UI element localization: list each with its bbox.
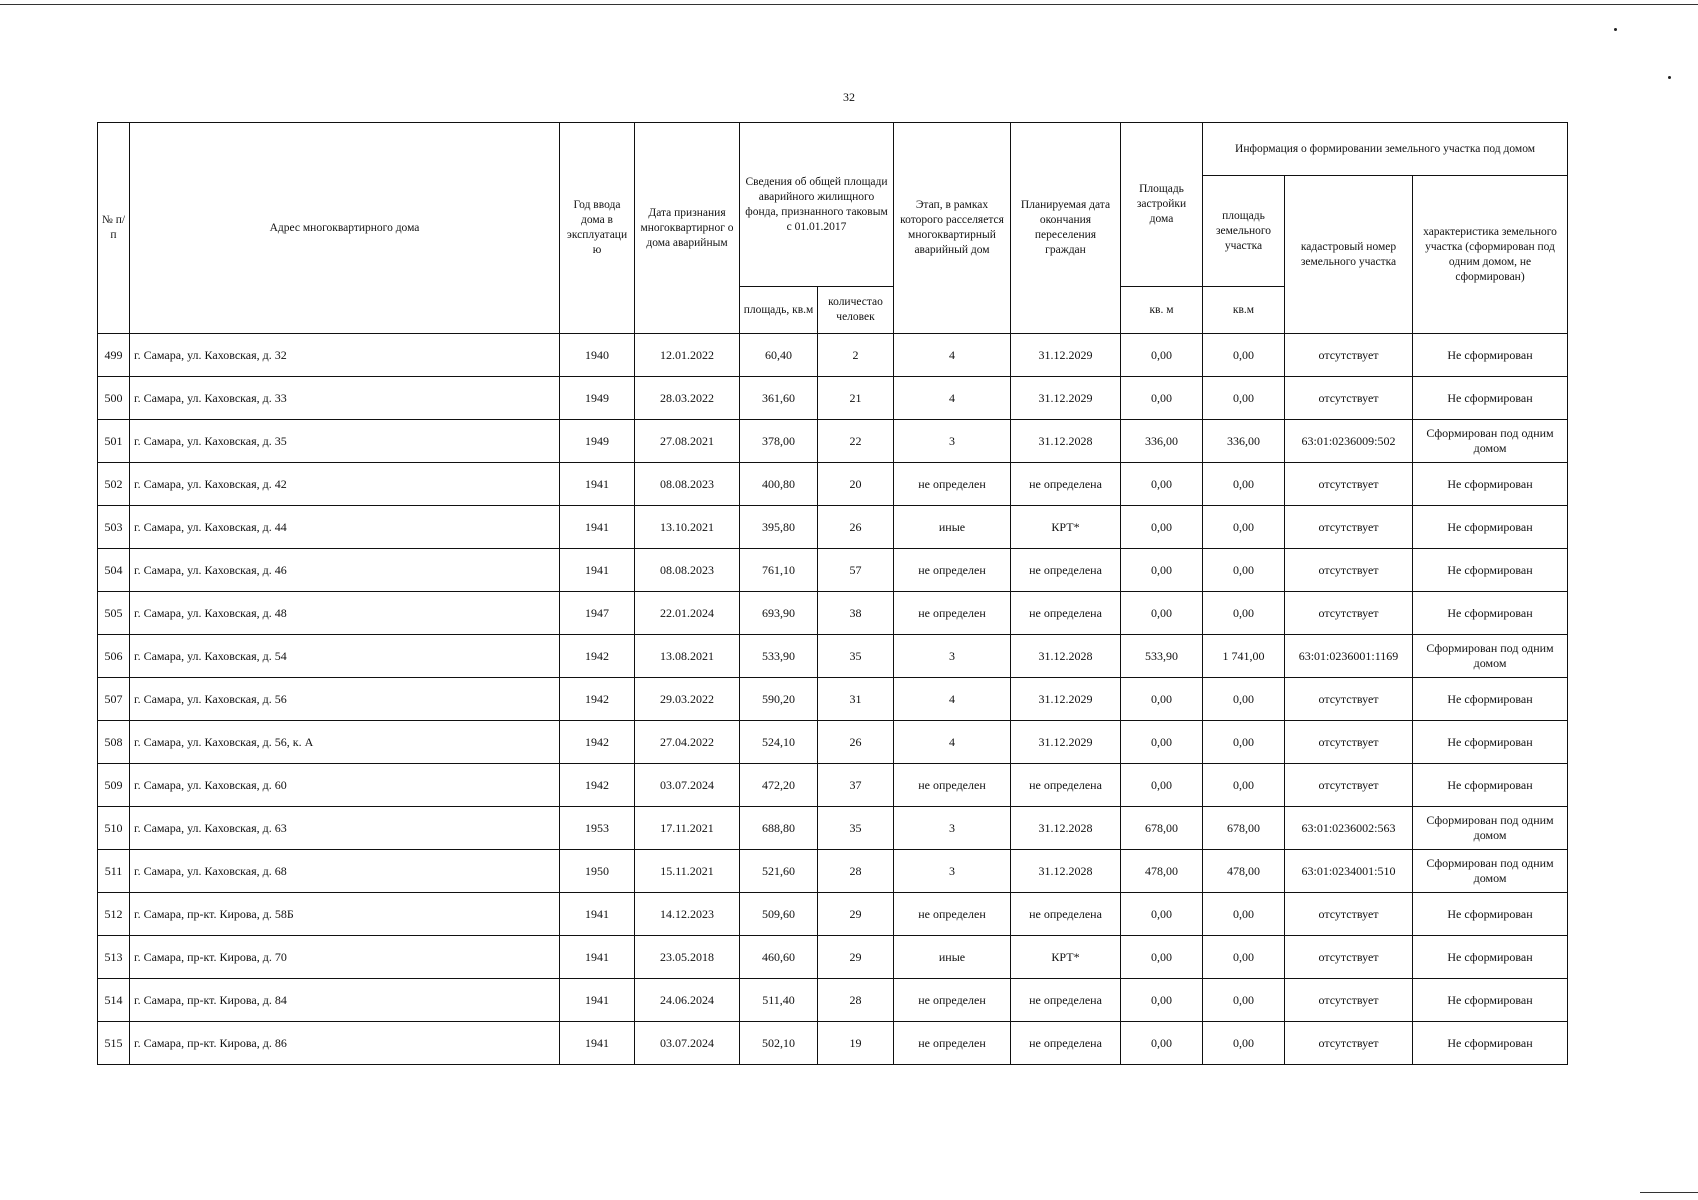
cell-address: г. Самара, ул. Каховская, д. 56, к. А xyxy=(130,721,560,764)
cell-land-characteristic: Сформирован под одним домом xyxy=(1413,807,1568,850)
cell-cadastral-number: 63:01:0236002:563 xyxy=(1285,807,1413,850)
cell-land-area: 0,00 xyxy=(1203,592,1285,635)
cell-planned-date: не определена xyxy=(1011,979,1121,1022)
cell-recognition-date: 13.10.2021 xyxy=(635,506,740,549)
cell-year: 1941 xyxy=(560,979,635,1022)
cell-area-sqm: 472,20 xyxy=(740,764,818,807)
cell-people-count: 26 xyxy=(818,721,894,764)
cell-built-area: 478,00 xyxy=(1121,850,1203,893)
cell-row-number: 501 xyxy=(98,420,130,463)
cell-land-characteristic: Не сформирован xyxy=(1413,764,1568,807)
cell-recognition-date: 24.06.2024 xyxy=(635,979,740,1022)
cell-built-area: 0,00 xyxy=(1121,334,1203,377)
cell-year: 1941 xyxy=(560,936,635,979)
cell-address: г. Самара, ул. Каховская, д. 60 xyxy=(130,764,560,807)
cell-area-sqm: 378,00 xyxy=(740,420,818,463)
cell-cadastral-number: отсутствует xyxy=(1285,377,1413,420)
cell-cadastral-number: отсутствует xyxy=(1285,936,1413,979)
header-land-area: площадь земельного участка xyxy=(1203,176,1285,287)
cell-built-area: 533,90 xyxy=(1121,635,1203,678)
cell-built-area: 0,00 xyxy=(1121,1022,1203,1065)
table-row xyxy=(98,850,1568,893)
header-built-area: Площадь застройки дома xyxy=(1121,123,1203,287)
cell-address: г. Самара, пр-кт. Кирова, д. 70 xyxy=(130,936,560,979)
cell-land-characteristic: Не сформирован xyxy=(1413,592,1568,635)
cell-row-number: 510 xyxy=(98,807,130,850)
cell-planned-date: КРТ* xyxy=(1011,936,1121,979)
cell-land-area: 0,00 xyxy=(1203,979,1285,1022)
cell-area-sqm: 688,80 xyxy=(740,807,818,850)
header-unit-land: кв.м xyxy=(1203,287,1285,334)
cell-built-area: 0,00 xyxy=(1121,592,1203,635)
table-row xyxy=(98,979,1568,1022)
cell-cadastral-number: отсутствует xyxy=(1285,764,1413,807)
table-row xyxy=(98,893,1568,936)
cell-planned-date: 31.12.2029 xyxy=(1011,334,1121,377)
cell-area-sqm: 533,90 xyxy=(740,635,818,678)
table-row xyxy=(98,463,1568,506)
cell-year: 1949 xyxy=(560,420,635,463)
header-area-sqm: площадь, кв.м xyxy=(740,287,818,334)
cell-built-area: 0,00 xyxy=(1121,764,1203,807)
cell-cadastral-number: отсутствует xyxy=(1285,463,1413,506)
cell-row-number: 514 xyxy=(98,979,130,1022)
cell-people-count: 19 xyxy=(818,1022,894,1065)
header-address: Адрес многоквартирного дома xyxy=(130,123,560,334)
cell-people-count: 35 xyxy=(818,807,894,850)
cell-area-sqm: 521,60 xyxy=(740,850,818,893)
header-area-info: Сведения об общей площади аварийного жилищного фонда, признанного таковым с 01.01.2017 xyxy=(740,123,894,287)
cell-people-count: 22 xyxy=(818,420,894,463)
cell-row-number: 505 xyxy=(98,592,130,635)
cell-recognition-date: 13.08.2021 xyxy=(635,635,740,678)
bottom-scan-rule xyxy=(1640,1192,1698,1193)
cell-stage: не определен xyxy=(894,764,1011,807)
cell-area-sqm: 395,80 xyxy=(740,506,818,549)
cell-built-area: 0,00 xyxy=(1121,936,1203,979)
cell-stage: 3 xyxy=(894,420,1011,463)
cell-stage: 3 xyxy=(894,850,1011,893)
cell-land-characteristic: Сформирован под одним домом xyxy=(1413,420,1568,463)
cell-row-number: 500 xyxy=(98,377,130,420)
cell-year: 1941 xyxy=(560,549,635,592)
cell-year: 1942 xyxy=(560,721,635,764)
header-year: Год ввода дома в эксплуатаци ю xyxy=(560,123,635,334)
cell-recognition-date: 14.12.2023 xyxy=(635,893,740,936)
cell-people-count: 29 xyxy=(818,936,894,979)
cell-built-area: 0,00 xyxy=(1121,506,1203,549)
cell-land-area: 0,00 xyxy=(1203,506,1285,549)
cell-recognition-date: 27.04.2022 xyxy=(635,721,740,764)
cell-land-area: 0,00 xyxy=(1203,334,1285,377)
cell-row-number: 509 xyxy=(98,764,130,807)
cell-year: 1941 xyxy=(560,463,635,506)
cell-stage: не определен xyxy=(894,893,1011,936)
cell-land-area: 0,00 xyxy=(1203,936,1285,979)
cell-planned-date: 31.12.2028 xyxy=(1011,850,1121,893)
cell-built-area: 0,00 xyxy=(1121,463,1203,506)
cell-people-count: 20 xyxy=(818,463,894,506)
cell-people-count: 37 xyxy=(818,764,894,807)
cell-stage: не определен xyxy=(894,592,1011,635)
table-row xyxy=(98,807,1568,850)
cell-planned-date: не определена xyxy=(1011,764,1121,807)
cell-year: 1941 xyxy=(560,893,635,936)
header-stage: Этап, в рамках которого расселяется многоквартирный аварийный дом xyxy=(894,123,1011,334)
cell-cadastral-number: отсутствует xyxy=(1285,506,1413,549)
table-row xyxy=(98,936,1568,979)
cell-address: г. Самара, пр-кт. Кирова, д. 58Б xyxy=(130,893,560,936)
cell-recognition-date: 08.08.2023 xyxy=(635,463,740,506)
cell-row-number: 499 xyxy=(98,334,130,377)
cell-row-number: 502 xyxy=(98,463,130,506)
cell-stage: 4 xyxy=(894,377,1011,420)
table-row xyxy=(98,549,1568,592)
header-planned-date: Планируемая дата окончания переселения граждан xyxy=(1011,123,1121,334)
cell-area-sqm: 60,40 xyxy=(740,334,818,377)
cell-address: г. Самара, ул. Каховская, д. 42 xyxy=(130,463,560,506)
header-unit-built: кв. м xyxy=(1121,287,1203,334)
cell-stage: 4 xyxy=(894,721,1011,764)
cell-stage: не определен xyxy=(894,979,1011,1022)
table-row xyxy=(98,1022,1568,1065)
cell-area-sqm: 502,10 xyxy=(740,1022,818,1065)
cell-land-characteristic: Не сформирован xyxy=(1413,377,1568,420)
cell-address: г. Самара, ул. Каховская, д. 63 xyxy=(130,807,560,850)
header-characteristic: характеристика земельного участка (сформирован под одним домом, не сформирован) xyxy=(1413,176,1568,334)
cell-recognition-date: 03.07.2024 xyxy=(635,1022,740,1065)
cell-land-characteristic: Не сформирован xyxy=(1413,678,1568,721)
cell-land-area: 0,00 xyxy=(1203,463,1285,506)
cell-land-characteristic: Сформирован под одним домом xyxy=(1413,850,1568,893)
cell-address: г. Самара, ул. Каховская, д. 35 xyxy=(130,420,560,463)
cell-built-area: 0,00 xyxy=(1121,678,1203,721)
cell-row-number: 508 xyxy=(98,721,130,764)
cell-built-area: 0,00 xyxy=(1121,721,1203,764)
cell-land-area: 1 741,00 xyxy=(1203,635,1285,678)
cell-address: г. Самара, ул. Каховская, д. 68 xyxy=(130,850,560,893)
cell-people-count: 28 xyxy=(818,850,894,893)
cell-recognition-date: 03.07.2024 xyxy=(635,764,740,807)
cell-people-count: 57 xyxy=(818,549,894,592)
cell-land-area: 336,00 xyxy=(1203,420,1285,463)
cell-stage: не определен xyxy=(894,463,1011,506)
cell-row-number: 515 xyxy=(98,1022,130,1065)
cell-stage: 3 xyxy=(894,635,1011,678)
cell-planned-date: КРТ* xyxy=(1011,506,1121,549)
cell-row-number: 512 xyxy=(98,893,130,936)
cell-cadastral-number: отсутствует xyxy=(1285,979,1413,1022)
cell-address: г. Самара, пр-кт. Кирова, д. 86 xyxy=(130,1022,560,1065)
cell-stage: не определен xyxy=(894,1022,1011,1065)
cell-people-count: 31 xyxy=(818,678,894,721)
table-row xyxy=(98,592,1568,635)
table-row xyxy=(98,678,1568,721)
cell-stage: иные xyxy=(894,936,1011,979)
cell-recognition-date: 23.05.2018 xyxy=(635,936,740,979)
cell-planned-date: не определена xyxy=(1011,893,1121,936)
cell-planned-date: 31.12.2028 xyxy=(1011,807,1121,850)
cell-planned-date: не определена xyxy=(1011,1022,1121,1065)
cell-land-characteristic: Не сформирован xyxy=(1413,979,1568,1022)
table-row xyxy=(98,506,1568,549)
cell-planned-date: 31.12.2029 xyxy=(1011,678,1121,721)
cell-address: г. Самара, ул. Каховская, д. 54 xyxy=(130,635,560,678)
cell-row-number: 513 xyxy=(98,936,130,979)
cell-row-number: 503 xyxy=(98,506,130,549)
cell-stage: 4 xyxy=(894,334,1011,377)
cell-people-count: 28 xyxy=(818,979,894,1022)
cell-area-sqm: 460,60 xyxy=(740,936,818,979)
table-row xyxy=(98,377,1568,420)
cell-area-sqm: 400,80 xyxy=(740,463,818,506)
cell-year: 1942 xyxy=(560,764,635,807)
cell-row-number: 511 xyxy=(98,850,130,893)
table-row xyxy=(98,334,1568,377)
header-num: № п/п xyxy=(98,123,130,334)
cell-address: г. Самара, ул. Каховская, д. 44 xyxy=(130,506,560,549)
cell-land-area: 0,00 xyxy=(1203,721,1285,764)
cell-row-number: 506 xyxy=(98,635,130,678)
cell-land-area: 0,00 xyxy=(1203,549,1285,592)
cell-year: 1947 xyxy=(560,592,635,635)
cell-year: 1953 xyxy=(560,807,635,850)
cell-row-number: 507 xyxy=(98,678,130,721)
cell-address: г. Самара, ул. Каховская, д. 56 xyxy=(130,678,560,721)
cell-recognition-date: 08.08.2023 xyxy=(635,549,740,592)
header-cadastral: кадастровый номер земельного участка xyxy=(1285,176,1413,334)
cell-cadastral-number: отсутствует xyxy=(1285,549,1413,592)
header-recognition-date: Дата признания многоквартирног о дома аварийным xyxy=(635,123,740,334)
cell-year: 1941 xyxy=(560,1022,635,1065)
cell-recognition-date: 12.01.2022 xyxy=(635,334,740,377)
cell-people-count: 29 xyxy=(818,893,894,936)
cell-area-sqm: 511,40 xyxy=(740,979,818,1022)
cell-land-area: 0,00 xyxy=(1203,764,1285,807)
cell-cadastral-number: отсутствует xyxy=(1285,721,1413,764)
cell-cadastral-number: отсутствует xyxy=(1285,678,1413,721)
cell-land-characteristic: Не сформирован xyxy=(1413,506,1568,549)
cell-year: 1949 xyxy=(560,377,635,420)
cell-recognition-date: 29.03.2022 xyxy=(635,678,740,721)
cell-cadastral-number: 63:01:0234001:510 xyxy=(1285,850,1413,893)
cell-land-area: 678,00 xyxy=(1203,807,1285,850)
table-row xyxy=(98,635,1568,678)
page-number: 32 xyxy=(843,90,855,104)
table-row xyxy=(98,764,1568,807)
cell-year: 1950 xyxy=(560,850,635,893)
header-people-count: количестао человек xyxy=(818,287,894,334)
cell-land-area: 0,00 xyxy=(1203,678,1285,721)
cell-cadastral-number: отсутствует xyxy=(1285,334,1413,377)
cell-land-area: 478,00 xyxy=(1203,850,1285,893)
cell-cadastral-number: отсутствует xyxy=(1285,893,1413,936)
cell-built-area: 0,00 xyxy=(1121,893,1203,936)
scan-dot-mark xyxy=(1668,76,1671,79)
cell-recognition-date: 15.11.2021 xyxy=(635,850,740,893)
cell-people-count: 38 xyxy=(818,592,894,635)
cell-address: г. Самара, пр-кт. Кирова, д. 84 xyxy=(130,979,560,1022)
cell-people-count: 26 xyxy=(818,506,894,549)
cell-people-count: 2 xyxy=(818,334,894,377)
cell-land-characteristic: Не сформирован xyxy=(1413,721,1568,764)
cell-built-area: 0,00 xyxy=(1121,979,1203,1022)
cell-land-area: 0,00 xyxy=(1203,377,1285,420)
cell-recognition-date: 27.08.2021 xyxy=(635,420,740,463)
cell-planned-date: 31.12.2029 xyxy=(1011,721,1121,764)
cell-built-area: 0,00 xyxy=(1121,549,1203,592)
cell-area-sqm: 509,60 xyxy=(740,893,818,936)
cell-area-sqm: 361,60 xyxy=(740,377,818,420)
scan-dot-mark xyxy=(1614,28,1617,31)
cell-built-area: 678,00 xyxy=(1121,807,1203,850)
cell-area-sqm: 590,20 xyxy=(740,678,818,721)
cell-stage: иные xyxy=(894,506,1011,549)
cell-year: 1940 xyxy=(560,334,635,377)
table-row xyxy=(98,420,1568,463)
top-scan-rule xyxy=(0,4,1698,5)
cell-built-area: 0,00 xyxy=(1121,377,1203,420)
cell-cadastral-number: отсутствует xyxy=(1285,1022,1413,1065)
cell-land-characteristic: Не сформирован xyxy=(1413,334,1568,377)
cell-recognition-date: 17.11.2021 xyxy=(635,807,740,850)
cell-land-area: 0,00 xyxy=(1203,1022,1285,1065)
cell-cadastral-number: отсутствует xyxy=(1285,592,1413,635)
cell-land-characteristic: Не сформирован xyxy=(1413,936,1568,979)
cell-land-characteristic: Не сформирован xyxy=(1413,463,1568,506)
cell-land-characteristic: Не сформирован xyxy=(1413,893,1568,936)
header-land-info: Информация о формировании земельного участка под домом xyxy=(1203,123,1568,176)
cell-planned-date: 31.12.2028 xyxy=(1011,635,1121,678)
cell-year: 1942 xyxy=(560,635,635,678)
resettlement-table xyxy=(97,122,1568,1065)
cell-area-sqm: 524,10 xyxy=(740,721,818,764)
cell-address: г. Самара, ул. Каховская, д. 46 xyxy=(130,549,560,592)
cell-year: 1941 xyxy=(560,506,635,549)
table-row xyxy=(98,721,1568,764)
cell-cadastral-number: 63:01:0236009:502 xyxy=(1285,420,1413,463)
cell-cadastral-number: 63:01:0236001:1169 xyxy=(1285,635,1413,678)
cell-year: 1942 xyxy=(560,678,635,721)
cell-stage: 4 xyxy=(894,678,1011,721)
cell-planned-date: 31.12.2029 xyxy=(1011,377,1121,420)
cell-area-sqm: 761,10 xyxy=(740,549,818,592)
cell-address: г. Самара, ул. Каховская, д. 32 xyxy=(130,334,560,377)
cell-people-count: 35 xyxy=(818,635,894,678)
cell-built-area: 336,00 xyxy=(1121,420,1203,463)
cell-stage: 3 xyxy=(894,807,1011,850)
cell-recognition-date: 22.01.2024 xyxy=(635,592,740,635)
cell-address: г. Самара, ул. Каховская, д. 48 xyxy=(130,592,560,635)
cell-area-sqm: 693,90 xyxy=(740,592,818,635)
cell-land-area: 0,00 xyxy=(1203,893,1285,936)
cell-planned-date: не определена xyxy=(1011,592,1121,635)
cell-stage: не определен xyxy=(894,549,1011,592)
cell-land-characteristic: Сформирован под одним домом xyxy=(1413,635,1568,678)
cell-planned-date: не определена xyxy=(1011,463,1121,506)
table-body xyxy=(98,334,1568,1065)
cell-people-count: 21 xyxy=(818,377,894,420)
cell-planned-date: 31.12.2028 xyxy=(1011,420,1121,463)
cell-land-characteristic: Не сформирован xyxy=(1413,1022,1568,1065)
cell-planned-date: не определена xyxy=(1011,549,1121,592)
cell-address: г. Самара, ул. Каховская, д. 33 xyxy=(130,377,560,420)
cell-recognition-date: 28.03.2022 xyxy=(635,377,740,420)
cell-land-characteristic: Не сформирован xyxy=(1413,549,1568,592)
cell-row-number: 504 xyxy=(98,549,130,592)
